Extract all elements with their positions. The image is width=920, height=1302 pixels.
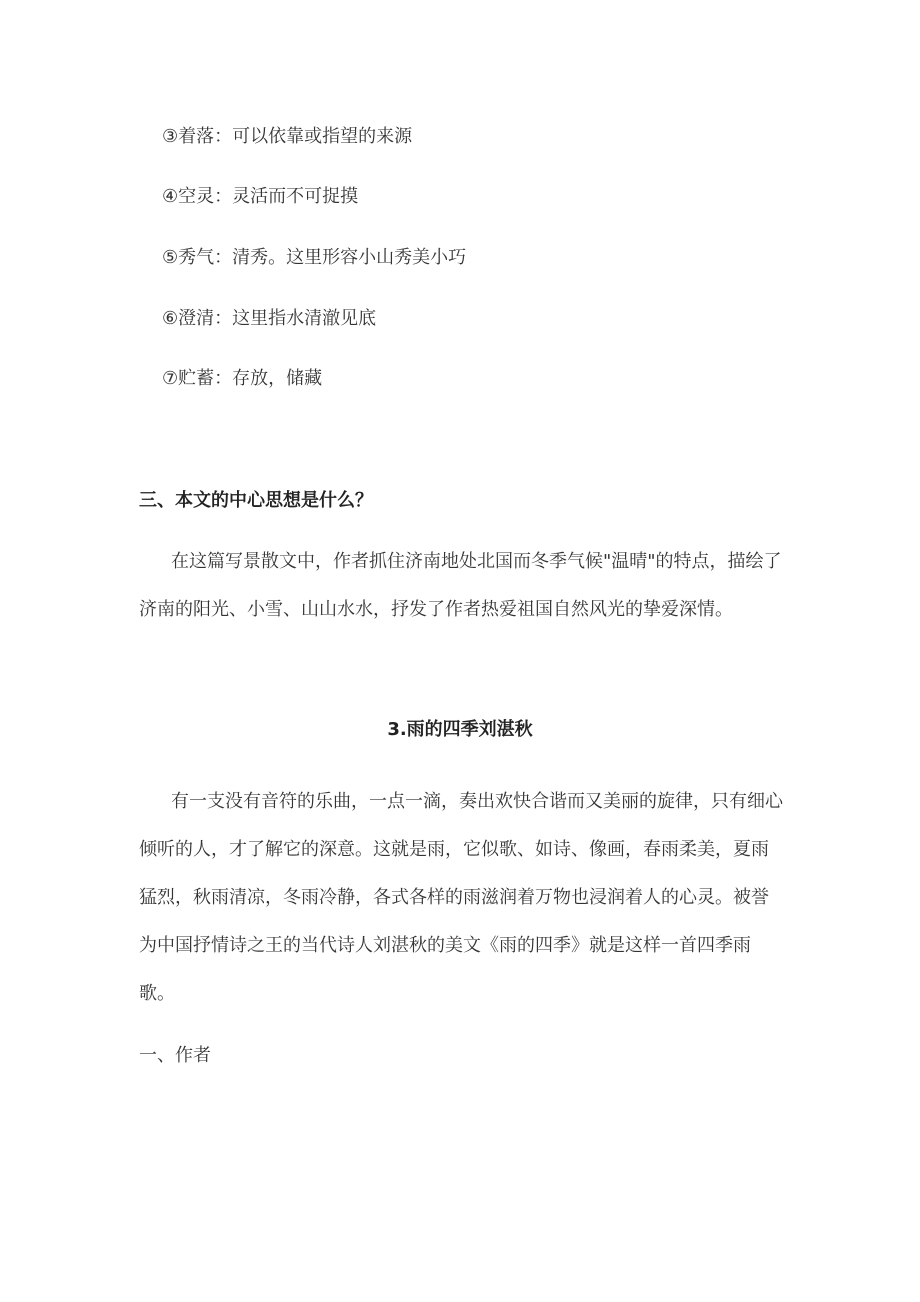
section-paragraph: 在这篇写景散文中，作者抓住济南地处北国而冬季气候"温晴"的特点，描绘了济南的阳光、小雪、山山水水，抒发了作者热爱祖国自然风光的挚爱深情。 — [139, 551, 782, 620]
vocab-item: ⑥澄清：这里指水清澈见底 — [162, 308, 377, 329]
vocab-item: ⑤秀气：清秀。这里形容小山秀美小巧 — [162, 247, 467, 268]
lesson-title: 3.雨的四季刘湛秋 — [387, 719, 533, 740]
section-heading: 三、本文的中心思想是什么？ — [139, 490, 373, 511]
vocab-item: ③着落：可以依靠或指望的来源 — [162, 126, 413, 147]
lesson-paragraph: 有一支没有音符的乐曲，一点一滴，奏出欢快合谐而又美丽的旋律，只有细心倾听的人，才了解它的深意。这就是雨，它似歌、如诗、像画，春雨柔美，夏雨猛烈，秋雨清凉，冬雨冷静，各式各样的雨滋润着万物也浸润着人的心灵。被誉为中国抒情诗之王的当代诗人刘湛秋的美文《雨的四季》就是这样一首四季雨歌。 — [139, 791, 783, 1004]
vocab-item: ⑦贮蓄：存放，储藏 — [162, 368, 323, 389]
vocab-item: ④空灵：灵活而不可捉摸 — [162, 186, 359, 207]
author-subheading: 一、作者 — [139, 1045, 211, 1066]
